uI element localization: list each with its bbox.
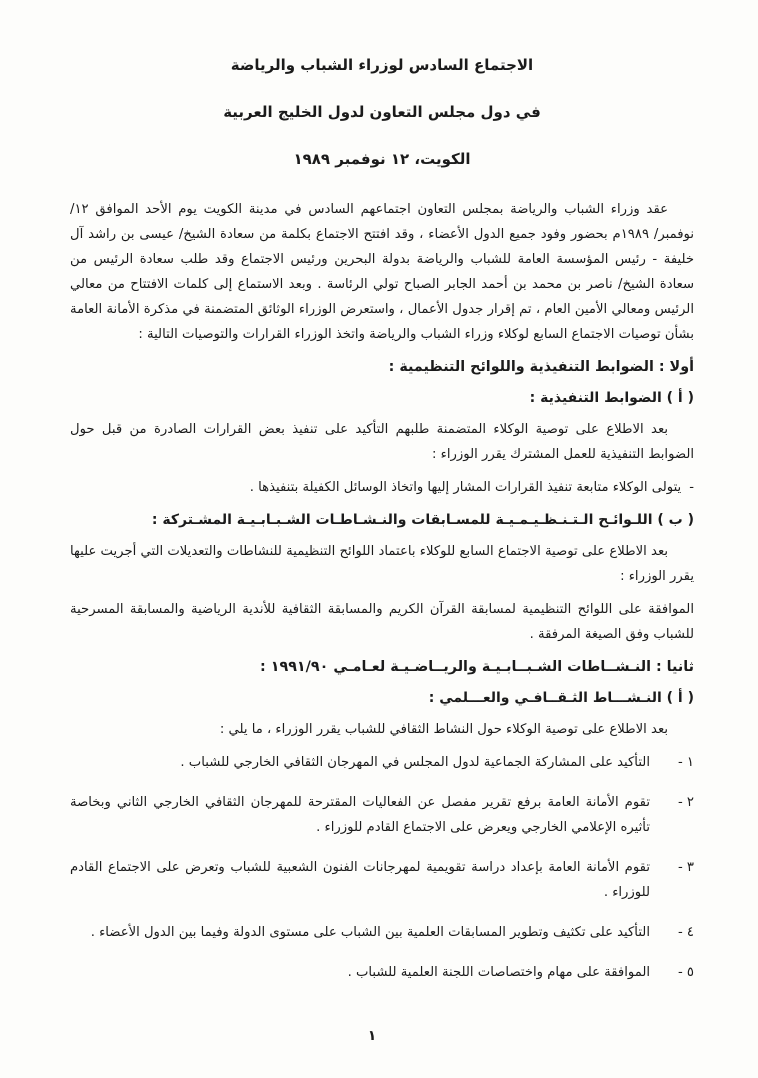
list-item-text: التأكيد على المشاركة الجماعية لدول المجلس في المهرجان الثقافي الخارجي للشباب . xyxy=(180,755,650,770)
document-title-line-3: الكويت، ١٢ نوفمبر ١٩٨٩ xyxy=(293,150,471,168)
section-1a-paragraph: بعد الاطلاع على توصية الوكلاء المتضمنة طلبهم التأكيد على تنفيذ بعض القرارات الصادرة من قبل حول الضوابط التنفيذية للعمل المشترك يقرر الوزراء : xyxy=(70,422,694,462)
bullet-text: يتولى الوكلاء متابعة تنفيذ القرارات المشار إليها واتخاذ الوسائل الكفيلة بتنفيذها . xyxy=(249,480,682,495)
section-1-heading: أولا : الضوابط التنفيذية واللوائح التنظيمية : xyxy=(388,359,694,375)
list-item-text: تقوم الأمانة العامة برفع تقرير مفصل عن الفعاليات المقترحة للمهرجان الثقافي الخارجي الثاني وبخاصة تأثيره الإعلامي الخارجي ويعرض على الاجتماع القادم للوزراء . xyxy=(70,795,650,835)
intro-paragraph: عقد وزراء الشباب والرياضة بمجلس التعاون اجتماعهم السادس في مدينة الكويت يوم الأحد الموافق ١٢/نوفمبر/ ١٩٨٩م بحضور وفود جميع الدول الأعضاء ، وقد افتتح الاجتماع بكلمة من سعادة الشيخ/ عيسى بن راشد آل خليفة - رئيس المؤسسة العامة للشباب والرياضة بدولة البحرين ورئيس الاجتماع وقد طلب سعادة الرئيس من سعادة الشيخ/ ناصر بن محمد بن أحمد الجابر الصباح تولي الرئاسة . وبعد الاستماع إلى كلمات الافتتاح من معالي الرئيس ومعالي الأمين العام ، تم إقرار جدول الأعمال ، واستعرض الوزراء الوثائق المتضمنة في مذكرة الأمانة العامة بشأن توصيات الاجتماع السابع لوكلاء وزراء الشباب والرياضة واتخذ الوزراء القرارات والتوصيات التالية : xyxy=(70,202,694,342)
list-item-text: الموافقة على مهام واختصاصات اللجنة العلمية للشباب . xyxy=(347,965,650,980)
document-title-line-1: الاجتماع السادس لوزراء الشباب والرياضة xyxy=(230,56,534,74)
section-1b-paragraph-1: بعد الاطلاع على توصية الاجتماع السابع للوكلاء باعتماد اللوائح التنظيمية للنشاطات والتعديلات التي أجريت عليها يقرر الوزراء : xyxy=(70,544,694,584)
list-item-number: ١ - xyxy=(677,755,694,770)
section-1b-paragraph-2: الموافقة على اللوائح التنظيمية لمسابقة القرآن الكريم والمسابقة الثقافية للأندية الرياضية والمسابقة المسرحية للشباب وفق الصيغة المرفقة . xyxy=(70,602,694,642)
list-item-number: ٤ - xyxy=(677,925,694,940)
section-1a-heading: ( أ ) الضوابط التنفيذية : xyxy=(529,390,694,406)
list-item xyxy=(70,750,694,775)
list-item xyxy=(70,960,694,985)
document-title-line-2: في دول مجلس التعاون لدول الخليج العربية xyxy=(223,103,541,121)
section-2a-paragraph: بعد الاطلاع على توصية الوكلاء حول النشاط الثقافي للشباب يقرر الوزراء ، ما يلي : xyxy=(219,722,668,737)
page-number: ١ xyxy=(367,1028,377,1044)
list-item-number: ٢ - xyxy=(677,795,694,810)
list-item-number: ٣ - xyxy=(677,860,694,875)
list-item-number: ٥ - xyxy=(677,965,694,980)
section-2a-heading: ( أ ) النـشـــاط الثـقــافـي والعـــلمي : xyxy=(428,690,694,706)
section-1a-bullet xyxy=(70,475,694,500)
list-item-text: تقوم الأمانة العامة بإعداد دراسة تقويمية لمهرجانات الفنون الشعبية للشباب وتعرض على الاجتماع القادم للوزراء . xyxy=(70,860,650,900)
list-item-text: التأكيد على تكثيف وتطوير المسابقات العلمية بين الشباب على مستوى الدولة وفيما بين الدول الأعضاء . xyxy=(90,925,650,940)
bullet-dash: - xyxy=(689,480,694,495)
list-item xyxy=(70,920,694,945)
list-item xyxy=(70,790,694,840)
section-1b-heading: ( ب ) اللـوائـح الـتـنـظـيـمـيـة للمسـابقات والنـشـاطـات الشـبـابـيـة المشـتركة : xyxy=(151,512,694,528)
numbered-list xyxy=(70,750,694,985)
list-item xyxy=(70,855,694,905)
section-2-heading: ثانيا : النـشــاطات الشـبــابـيـة والريــاضـيـة لعـامـي ١٩٩١/٩٠ : xyxy=(260,659,694,675)
